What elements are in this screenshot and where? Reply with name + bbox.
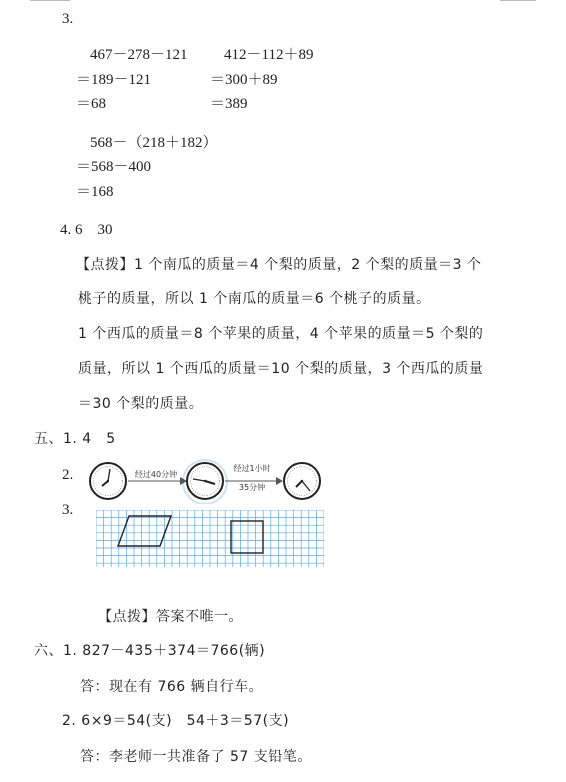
clock-sequence-figure	[88, 458, 326, 504]
parallelogram-shape	[118, 516, 171, 546]
q3-expr-a-line1: 467－278－121	[90, 47, 188, 63]
q3-number: 3.	[62, 11, 74, 27]
clock-3	[284, 463, 320, 499]
s5-q1-answer: 五、1. 4 5	[34, 431, 116, 447]
clock-label-2a: 经过1小时	[233, 464, 271, 473]
s5-tip: 【点拨】答案不唯一。	[98, 609, 243, 625]
clock-label-1: 经过40分钟	[134, 470, 178, 479]
q3-expr-c-line2: ＝568－400	[76, 159, 152, 175]
grid-figure	[96, 510, 324, 567]
q3-expr-b-line3: ＝389	[210, 96, 248, 112]
s6-q1: 六、1. 827－435＋374＝766(辆)	[34, 643, 266, 659]
top-rule-right	[500, 0, 536, 1]
q3-expr-c-line1: 568－（218＋182）	[90, 135, 218, 151]
q3-expr-a-line3: ＝68	[76, 96, 107, 112]
q4-tip-line4: 质量，所以 1 个西瓜的质量＝10 个梨的质量，3 个西瓜的质量	[78, 361, 484, 377]
grid-lines	[96, 510, 324, 567]
q3-expr-b-line2: ＝300＋89	[210, 72, 278, 88]
q3-expr-c-line3: ＝168	[76, 184, 114, 200]
top-rule-left	[30, 0, 70, 1]
q3-expr-a-line2: ＝189－121	[76, 72, 152, 88]
q4-tip-line1: 【点拨】1 个南瓜的质量＝4 个梨的质量，2 个梨的质量＝3 个	[76, 257, 482, 273]
q4-tip-line5: ＝30 个梨的质量。	[78, 396, 204, 412]
q3-expr-b-line1: 412－112＋89	[224, 47, 314, 63]
clock-2	[187, 463, 223, 499]
s5-q2-number: 2.	[62, 467, 74, 483]
q4-tip-line2: 桃子的质量，所以 1 个南瓜的质量＝6 个桃子的质量。	[78, 291, 431, 307]
s6-q2: 2. 6×9＝54(支) 54＋3＝57(支)	[62, 713, 290, 729]
s5-q3-number: 3.	[62, 502, 74, 518]
clock-label-2b: 35分钟	[238, 483, 266, 492]
q4-tip-line3: 1 个西瓜的质量＝8 个苹果的质量，4 个苹果的质量＝5 个梨的	[78, 326, 484, 342]
clock-1	[90, 463, 126, 499]
s6-a2: 答：李老师一共准备了 57 支铅笔。	[80, 749, 312, 765]
q4-answer: 4. 6 30	[60, 222, 113, 238]
s6-a1: 答：现在有 766 辆自行车。	[80, 679, 264, 695]
